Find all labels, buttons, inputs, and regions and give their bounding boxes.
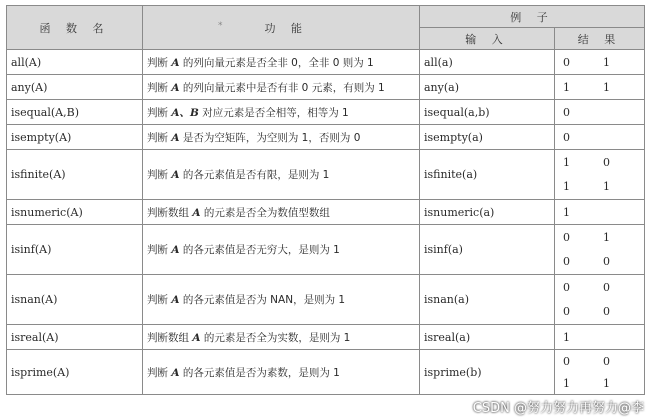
result-value: 1 <box>563 205 570 219</box>
function-desc-cell <box>143 200 420 225</box>
result-value: 1 <box>563 376 570 390</box>
result-value: 0 <box>603 305 610 319</box>
desc-variable: A <box>171 56 180 69</box>
example-input-cell: isnan(a) <box>420 275 555 325</box>
function-desc-cell <box>143 125 420 150</box>
desc-text: 的各元素值是否为 NAN，是则为 1 <box>179 294 346 306</box>
result-value: 0 <box>563 255 570 269</box>
watermark: CSDN @努力努力再努力@李 <box>472 401 644 416</box>
result-value: 0 <box>563 305 570 319</box>
header-mark: * <box>218 20 229 31</box>
desc-variable: A <box>171 81 180 94</box>
result-value: 0 <box>603 354 610 368</box>
desc-variable: A <box>192 206 201 219</box>
function-name-cell: isfinite(A) <box>7 150 143 200</box>
example-input-cell: isprime(b) <box>420 350 555 395</box>
example-result-cell <box>555 225 645 275</box>
table-row <box>7 225 645 275</box>
desc-text: 判断 <box>147 106 172 119</box>
example-result-cell <box>555 200 645 225</box>
example-input-cell: isnumeric(a) <box>420 200 555 225</box>
desc-variable: A <box>171 131 180 144</box>
desc-variable: A <box>171 244 180 256</box>
desc-text: 的列向量元素中是否有非 0 元素，有则为 1 <box>179 81 385 94</box>
example-input-cell: any(a) <box>420 75 555 100</box>
function-name-cell: isinf(A) <box>7 225 143 275</box>
example-result-cell <box>555 50 645 75</box>
function-desc-cell <box>143 50 420 75</box>
table-row <box>7 125 645 150</box>
header-result: 结 果 <box>555 28 645 50</box>
example-result-cell <box>555 75 645 100</box>
desc-text: 的各元素值是否为素数，是则为 1 <box>179 366 340 379</box>
desc-text: 判断 <box>147 244 172 256</box>
function-name-cell: isnumeric(A) <box>7 200 143 225</box>
example-input-cell: isequal(a,b) <box>420 100 555 125</box>
desc-text: 判断 <box>147 131 172 144</box>
result-value: 0 <box>563 105 570 119</box>
function-desc-cell <box>143 350 420 395</box>
desc-text: 的列向量元素是否全非 0，全非 0 则为 1 <box>179 56 374 69</box>
desc-text: 的元素是否全为实数，是则为 1 <box>200 331 351 344</box>
table-row <box>7 275 645 325</box>
result-value: 1 <box>563 155 570 169</box>
result-value: 0 <box>563 280 570 294</box>
desc-text: 的各元素值是否无穷大，是则为 1 <box>179 244 340 256</box>
example-result-cell <box>555 325 645 350</box>
table-row <box>7 200 645 225</box>
function-name-cell: isnan(A) <box>7 275 143 325</box>
desc-text: 判断 <box>147 366 172 379</box>
example-result-cell <box>555 125 645 150</box>
desc-variable: A <box>192 331 201 344</box>
result-value: 0 <box>603 255 610 269</box>
desc-text: 判断 <box>147 294 172 306</box>
desc-variable: A、B <box>171 106 199 119</box>
desc-text: 对应元素是否全相等，相等为 1 <box>198 106 349 119</box>
table-row <box>7 150 645 200</box>
function-table <box>6 5 645 395</box>
function-name-cell: isprime(A) <box>7 350 143 395</box>
function-name-cell: all(A) <box>7 50 143 75</box>
example-result-cell <box>555 275 645 325</box>
desc-text: 判断 <box>147 56 172 69</box>
header-example: 例 子 <box>420 6 645 28</box>
header-function-desc <box>143 6 420 50</box>
result-value: 1 <box>563 80 570 94</box>
desc-text: 的元素是否全为数值型数组 <box>200 206 330 219</box>
desc-text: 判断 <box>147 169 172 181</box>
table-row <box>7 350 645 395</box>
function-desc-cell <box>143 150 420 200</box>
example-result-cell <box>555 350 645 395</box>
result-value: 1 <box>563 330 570 344</box>
result-value: 1 <box>603 55 610 69</box>
result-value: 0 <box>563 55 570 69</box>
desc-text: 判断 <box>147 81 172 94</box>
table-row <box>7 100 645 125</box>
result-value: 0 <box>563 354 570 368</box>
result-value: 0 <box>603 280 610 294</box>
example-input-cell: isfinite(a) <box>420 150 555 200</box>
result-value: 1 <box>563 180 570 194</box>
result-value: 1 <box>603 80 610 94</box>
desc-variable: A <box>171 366 180 379</box>
desc-variable: A <box>171 169 180 181</box>
table-row <box>7 50 645 75</box>
function-desc-cell <box>143 100 420 125</box>
table-row <box>7 325 645 350</box>
header-desc-label: 功 能 <box>264 21 308 35</box>
result-value: 1 <box>603 180 610 194</box>
function-desc-cell <box>143 275 420 325</box>
function-desc-cell <box>143 75 420 100</box>
result-value: 1 <box>603 230 610 244</box>
function-desc-cell <box>143 325 420 350</box>
desc-variable: A <box>171 294 180 306</box>
header-function-name: 函 数 名 <box>7 6 143 50</box>
function-name-cell: isequal(A,B) <box>7 100 143 125</box>
table-row <box>7 75 645 100</box>
example-result-cell <box>555 100 645 125</box>
desc-text: 判断数组 <box>147 206 193 219</box>
example-result-cell <box>555 150 645 200</box>
desc-text: 的各元素值是否有限，是则为 1 <box>179 169 330 181</box>
example-input-cell: all(a) <box>420 50 555 75</box>
function-name-cell: any(A) <box>7 75 143 100</box>
result-value: 0 <box>563 230 570 244</box>
example-input-cell: isempty(a) <box>420 125 555 150</box>
example-input-cell: isinf(a) <box>420 225 555 275</box>
function-name-cell: isempty(A) <box>7 125 143 150</box>
result-value: 0 <box>563 130 570 144</box>
function-name-cell: isreal(A) <box>7 325 143 350</box>
result-value: 0 <box>603 155 610 169</box>
desc-text: 是否为空矩阵，为空则为 1，否则为 0 <box>179 131 361 144</box>
result-value: 1 <box>603 376 610 390</box>
function-desc-cell <box>143 225 420 275</box>
header-input: 输 入 <box>420 28 555 50</box>
example-input-cell: isreal(a) <box>420 325 555 350</box>
desc-text: 判断数组 <box>147 331 193 344</box>
